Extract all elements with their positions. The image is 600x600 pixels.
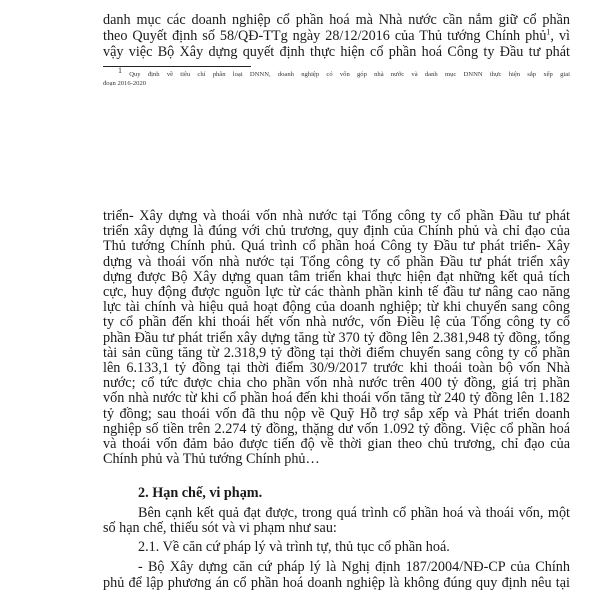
text-line: lên 6.133,1 tỷ đồng tại thời điểm 30/9/2017 trước khi thoái toàn bộ vốn Nhà [103,360,570,376]
text-line-main: theo Quyết định số 58/QĐ-TTg ngày 28/12/2016 của Thủ tướng Chính phủ [103,28,547,44]
text-line: dựng và thoái vốn nhà nước tại Tổng công ty cổ phần Đầu tư phát triển xây [103,253,570,270]
footnote-mark: 1 [118,65,122,75]
text-line: danh mục các doanh nghiệp cổ phần hoá mà Nhà nước cần nắm giữ cổ phần [103,12,570,28]
text-line: - Bộ Xây dựng căn cứ pháp lý là Nghị định 187/2004/NĐ-CP của Chính [138,559,570,575]
text-line: phần Đầu tư phát triển xây dựng tăng từ 370 tỷ đồng lên 2.381,948 tỷ đồng, tổng [103,329,570,346]
text-line: tỷ đồng; sau thoái vốn đã thu nộp về Quỹ Hỗ trợ sắp xếp và Phát triển doanh [103,405,570,422]
subsection-heading: 2.1. Về căn cứ pháp lý và trình tự, thủ tục cổ phần hoá. [138,539,450,555]
text-line: triển xây dựng là đúng với chủ trương, quy định của Chính phủ và chỉ đạo của [103,223,570,240]
text-line: nước; cổ tức được chia cho phần vốn nhà nước trên 400 tỷ đồng, giá trị phần [103,375,570,392]
text-line: vốn nhà nước từ khi cổ phần hoá đến khi thoái vốn tăng từ 240 tỷ đồng lên 1.182 [103,390,570,407]
footnote-ref[interactable]: 1 [546,27,551,37]
text-line: phủ để lập phương án cổ phần hoá doanh nghiệp là không đúng quy định nêu tại [103,575,570,591]
text-line: và thoái vốn đảm bảo được tiến độ về thời gian theo chủ trương, chỉ đạo của [103,436,570,452]
text-line: Thủ tướng Chính phủ. Quá trình cổ phần hoá Công ty Đầu tư phát triển- Xây [103,238,570,255]
section-heading: 2. Hạn chế, vi phạm. [138,485,263,501]
text-line: Bên cạnh kết quả đạt được, trong quá trình cổ phần hoá và thoái vốn, một [138,505,570,521]
footnote-line [118,65,570,79]
text-line: nghiệp số tiền trên 2.274 tỷ đồng, thặng dư vốn 1.092 tỷ đồng. Việc cổ phần hoá [103,420,570,437]
text-line: cực, huy động được nguồn lực từ các thành phần kinh tế đầu tư nâng cao năng [103,284,570,300]
text-line: ty cổ phần đến khi thoái hết vốn nhà nước, vốn Điều lệ của Tổng công ty cổ [103,314,570,331]
text-line: dựng được Bộ Xây dựng quan tâm triển khai thực hiện đạt những kết quả tích [103,268,570,285]
text-line: lực tài chính và hiệu quả hoạt động của doanh nghiệp; từ khi chuyển sang công [103,299,570,316]
text-line: Chính phủ và Thủ tướng Chính phủ… [103,451,320,468]
text-line: số hạn chế, thiếu sót và vi phạm như sau: [103,520,337,536]
text-line: triển- Xây dựng và thoái vốn nhà nước tại Tổng công ty cổ phần Đầu tư phát [103,208,570,224]
text-line-tail: , vì [550,28,570,44]
text-line: tài sản cũng tăng từ 2.318,9 tỷ đồng tại thời điểm chuyển sang công ty cổ phần [103,344,570,361]
footnote-text: Quy định về tiêu chí phân loại DNNN, doanh nghiệp có vốn góp nhà nước và danh mục DNNN thực hiện sắp xếp giai [129,71,570,78]
text-line [103,28,570,44]
footnote-divider [103,66,251,67]
text-line: vậy việc Bộ Xây dựng quyết định thực hiện cổ phần hoá Công ty Đầu tư phát [103,44,570,60]
footnote-line: đoạn 2016-2020 [103,80,147,87]
